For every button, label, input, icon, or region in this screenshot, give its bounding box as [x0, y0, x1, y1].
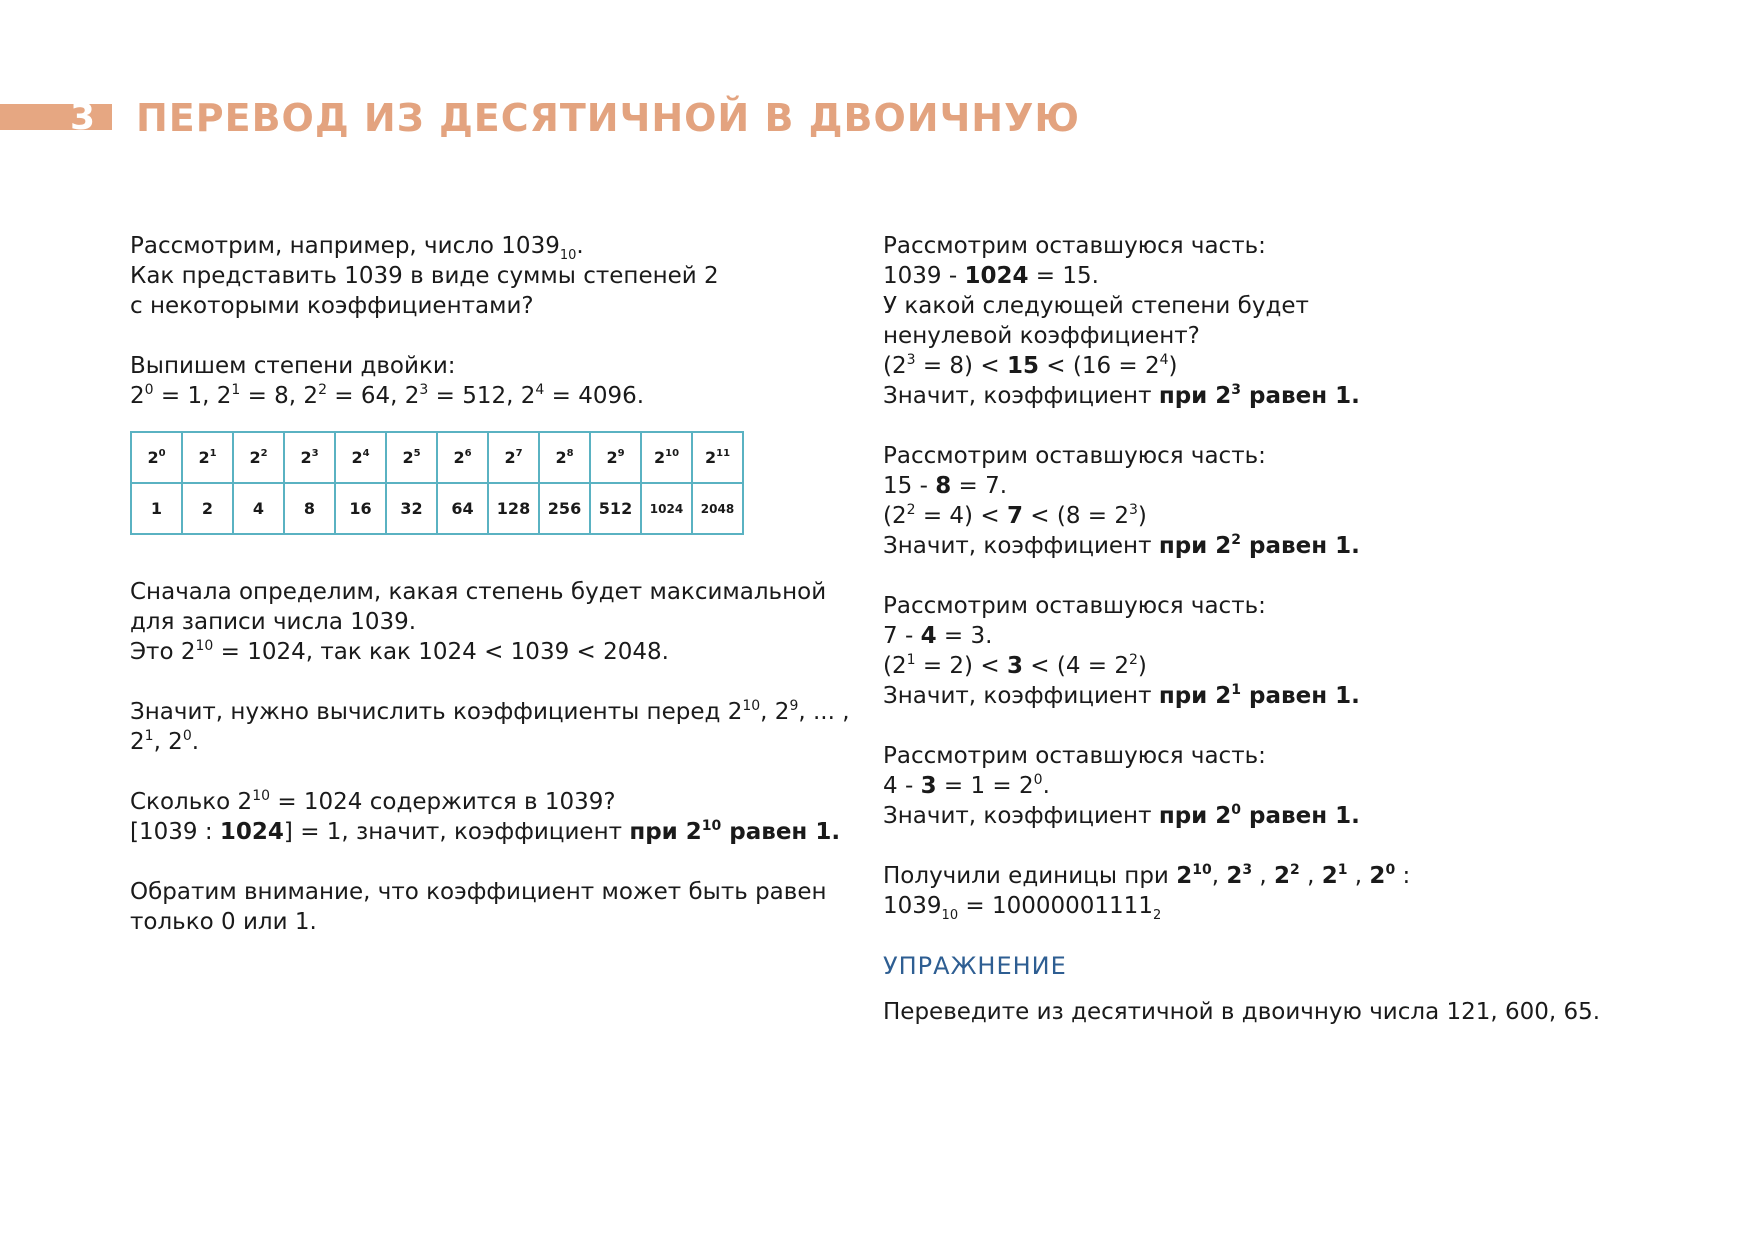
text-line: ненулевой коэффициент? — [883, 323, 1200, 349]
value-cell: 2048 — [692, 483, 743, 534]
text-line: Выпишем степени двойки: — [130, 353, 456, 379]
header-accent-bar — [0, 104, 112, 130]
text-line: Значит, коэффициент при $2^1$ равен 1. — [883, 682, 1360, 709]
text-line: $(2^2 = 4) < 7 < (8 = 2^3)$ — [883, 502, 1147, 529]
text-line: Получили единицы при $2^{10}$, $2^3$ , $2^2$ , $2^1$ , $2^0$ : — [883, 862, 1411, 889]
value-cell: 1 — [131, 483, 182, 534]
powers-table — [130, 431, 744, 535]
value-cell: 8 — [284, 483, 335, 534]
section-title: ПЕРЕВОД ИЗ ДЕСЯТИЧНОЙ В ДВОИЧНУЮ — [136, 96, 1080, 140]
text-line: 15 - 8 = 7. — [883, 473, 1008, 499]
section-header — [0, 96, 1100, 140]
text-line: [1039 : 1024] = 1, значит, коэффициент при $2^{10}$ равен 1. — [130, 818, 841, 845]
text-line: Это $2^{10} = 1024$, так как 1024 < 1039 < 2048. — [130, 638, 669, 665]
text-line: Рассмотрим оставшуюся часть: — [883, 233, 1266, 259]
text-line: Сначала определим, какая степень будет максимальной — [130, 579, 827, 605]
text-line: $4 - 3 = 1 = 2^0$. — [883, 772, 1050, 799]
remainder-step-1 — [883, 231, 1643, 411]
intro-paragraph — [130, 231, 810, 321]
power-cell: $2^{11}$ — [692, 432, 743, 483]
exercise-text: Переведите из десятичной в двоичную числа 121, 600, 65. — [883, 999, 1601, 1025]
power-cell: $2^9$ — [590, 432, 641, 483]
power-cell: $2^1$ — [182, 432, 233, 483]
power-cell: $2^5$ — [386, 432, 437, 483]
powers-table-wrap — [130, 431, 810, 535]
text-line: Рассмотрим, например, число $1039_{10}$. — [130, 233, 584, 263]
power-cell: $2^{10}$ — [641, 432, 692, 483]
exercise-title: УПРАЖНЕНИЕ — [883, 952, 1067, 980]
text-line: Значит, коэффициент при $2^3$ равен 1. — [883, 382, 1360, 409]
text-line: Как представить 1039 в виде суммы степеней 2 — [130, 263, 719, 289]
power-cell: $2^4$ — [335, 432, 386, 483]
powers-formula: $2^0 = 1$, $2^1 = 8$, $2^2 = 64$, $2^3 = 512$, $2^4 = 4096$. — [130, 382, 645, 409]
power-cell: $2^8$ — [539, 432, 590, 483]
result-paragraph — [883, 861, 1643, 921]
text-line: для записи числа 1039. — [130, 609, 417, 635]
text-line: Рассмотрим оставшуюся часть: — [883, 593, 1266, 619]
power-cell: $2^2$ — [233, 432, 284, 483]
division-paragraph — [130, 787, 841, 847]
text-line: $(2^3 = 8) < 15 < (16 = 2^4)$ — [883, 352, 1178, 379]
left-column — [130, 231, 850, 967]
power-cell: $2^6$ — [437, 432, 488, 483]
value-cell: 128 — [488, 483, 539, 534]
value-cell: 2 — [182, 483, 233, 534]
table-row-powers — [131, 432, 743, 483]
value-cell: 16 — [335, 483, 386, 534]
text-line: Значит, нужно вычислить коэффициенты перед $2^{10}$, $2^9$, ... , — [130, 698, 850, 725]
value-cell: 64 — [437, 483, 488, 534]
power-cell: $2^3$ — [284, 432, 335, 483]
max-power-paragraph — [130, 577, 827, 667]
text-line: Сколько $2^{10} = 1024$ содержится в 1039? — [130, 788, 616, 815]
text-line: $2^1$, $2^0$. — [130, 728, 200, 755]
right-column — [883, 231, 1643, 1027]
text-line: Рассмотрим оставшуюся часть: — [883, 443, 1266, 469]
remainder-step-2 — [883, 441, 1643, 561]
value-cell: 4 — [233, 483, 284, 534]
text-line: Значит, коэффициент при $2^0$ равен 1. — [883, 802, 1360, 829]
text-line: У какой следующей степени будет — [883, 293, 1309, 319]
power-cell: $2^0$ — [131, 432, 182, 483]
text-line: 1039 - 1024 = 15. — [883, 263, 1099, 289]
remainder-step-4 — [883, 741, 1643, 831]
text-line: Обратим внимание, что коэффициент может быть равен — [130, 879, 827, 905]
table-row-values — [131, 483, 743, 534]
text-line: 7 - 4 = 3. — [883, 623, 993, 649]
value-cell: 256 — [539, 483, 590, 534]
binary-result: $1039_{10} = 10000001111_2$ — [883, 893, 1162, 923]
text-line: $(2^1 = 2) < 3 < (4 = 2^2)$ — [883, 652, 1147, 679]
text-line: с некоторыми коэффициентами? — [130, 293, 534, 319]
text-line: только 0 или 1. — [130, 909, 317, 935]
text-line: Рассмотрим оставшуюся часть: — [883, 743, 1266, 769]
value-cell: 32 — [386, 483, 437, 534]
text-line: Значит, коэффициент при $2^2$ равен 1. — [883, 532, 1360, 559]
coefficients-paragraph — [130, 697, 850, 757]
power-cell: $2^7$ — [488, 432, 539, 483]
note-paragraph — [130, 877, 827, 937]
powers-paragraph — [130, 351, 810, 411]
section-number: 3 — [70, 97, 96, 138]
value-cell: 512 — [590, 483, 641, 534]
remainder-step-3 — [883, 591, 1643, 711]
value-cell: 1024 — [641, 483, 692, 534]
